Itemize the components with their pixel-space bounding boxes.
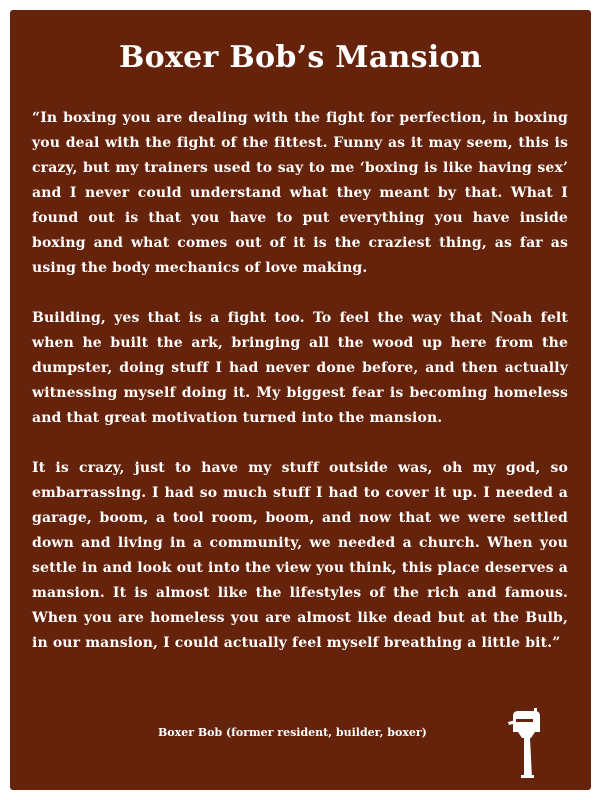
attribution: Boxer Bob (former resident, builder, boxer) xyxy=(158,726,427,739)
mailbox-on-post-icon xyxy=(504,708,548,780)
quote-body xyxy=(32,106,568,681)
page-title: Boxer Bob’s Mansion xyxy=(119,40,482,75)
sign-panel xyxy=(10,10,591,790)
quote-paragraph-1: “In boxing you are dealing with the fight for perfection, in boxing you deal with the fight of the fittest. Funny as it may seem, this is crazy, but my trainers used to say to me ‘boxing is like having sex’ and I never could understand what they meant by that. What I found out is that you have to put everything you have inside boxing and what comes out of it is the craziest thing, as far as using the body mechanics of love making. xyxy=(32,110,568,276)
quote-paragraph-2: Building, yes that is a fight too. To feel the way that Noah felt when he built the ark, bringing all the wood up here from the dumpster, doing stuff I had never done before, and then actually witnessing myself doing it. My biggest fear is becoming homeless and that great motivation turned into the mansion. xyxy=(32,310,568,426)
quote-paragraph-3: It is crazy, just to have my stuff outside was, oh my god, so embarrassing. I had so much stuff I had to cover it up. I needed a garage, boom, a tool room, boom, and now that we were settled down and living in a community, we needed a church. When you settle in and look out into the view you think, this place deserves a mansion. It is almost like the lifestyles of the rich and famous. When you are homeless you are almost like dead but at the Bulb, in our mansion, I could actually feel myself breathing a little bit.” xyxy=(32,460,568,651)
